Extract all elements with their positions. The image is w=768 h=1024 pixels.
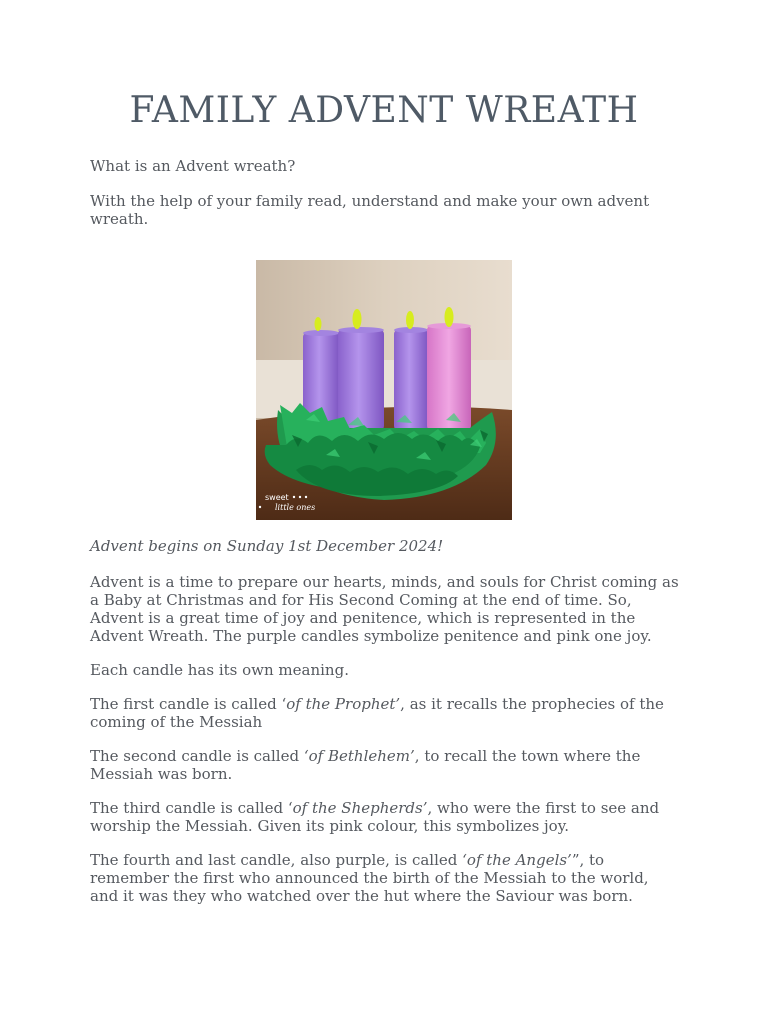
candle-name: ‘of the Angels’: [462, 851, 572, 869]
intro-question: What is an Advent wreath?: [90, 157, 296, 175]
paragraph-fourth-candle: The fourth and last candle, also purple, is called ‘of the Angels’”, to remember the first who announced the birth of the Messiah to the world, and it was they who watched over the hut where the Saviour was born.: [90, 851, 649, 905]
advent-wreath-photo: [256, 260, 512, 520]
paragraph-each-candle: Each candle has its own meaning.: [90, 661, 349, 679]
candle-name: ‘of Bethlehem’: [303, 747, 415, 765]
candle-name: of the Prophet’: [286, 695, 401, 713]
intro-text: With the help of your family read, understand and make your own advent wreath.: [90, 192, 650, 228]
svg-text:sweet: sweet: [265, 493, 289, 502]
paragraph-advent-intro: Advent is a time to prepare our hearts, minds, and souls for Christ coming as a Baby at Christmas and for His Second Coming at the end of time. So, Advent is a great time of joy and penitence, which is represented in the Advent Wreath. The purple candles symbolize penitence and pink one joy.: [90, 573, 679, 645]
candle-3: [394, 311, 428, 430]
candle-4: [427, 307, 471, 430]
paragraph-first-candle: The first candle is called ‘of the Prophet’, as it recalls the prophecies of the coming of the Messiah: [90, 695, 664, 731]
page-title: FAMILY ADVENT WREATH: [129, 90, 639, 131]
candle-name: of the Shepherds’: [292, 799, 428, 817]
svg-text:little ones: little ones: [275, 503, 316, 512]
advent-date-line: Advent begins on Sunday 1st December 2024!: [90, 537, 444, 555]
paragraph-third-candle: The third candle is called ‘of the Shepherds’, who were the first to see and worship the Messiah. Given its pink colour, this symbolizes joy.: [90, 799, 660, 835]
paragraph-second-candle: The second candle is called ‘of Bethlehem’, to recall the town where the Messiah was born.: [90, 747, 641, 783]
